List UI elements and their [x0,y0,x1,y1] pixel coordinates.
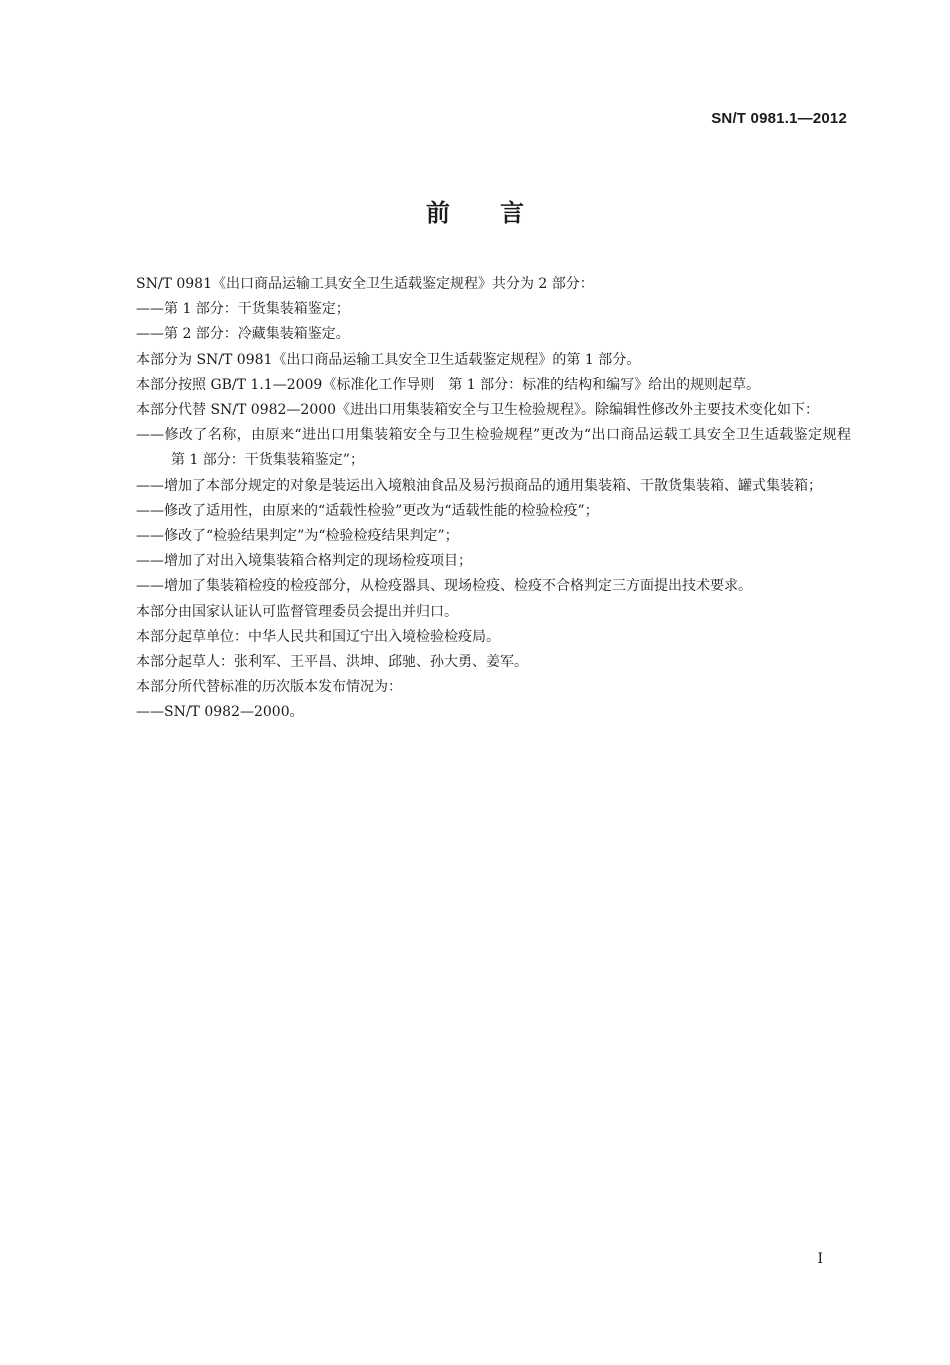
paragraph-scope: 本部分为 SN/T 0981《出口商品运输工具安全卫生适载鉴定规程》的第 1 部分。 [136,351,641,368]
list-item-change-name: ——修改了名称，由原来“进出口用集装箱安全与卫生检验规程”更改为“出口商品运载工具安全卫生适载鉴定规程 第 1 部分：干货集装箱鉴定”； [136,427,865,469]
list-item-change-quarantine-items: ——增加了对出入境集装箱合格判定的现场检疫项目； [136,553,472,570]
list-item-change-applicability: ——修改了适用性，由原来的“适载性检验”更改为“适载性能的检验检疫”； [136,502,599,519]
list-item-history-version: ——SN/T 0982—2000。 [136,704,304,721]
list-item-part2: ——第 2 部分：冷藏集装箱鉴定。 [136,326,350,343]
paragraph-intro: SN/T 0981《出口商品运输工具安全卫生适载鉴定规程》共分为 2 部分： [136,276,594,292]
list-item-change-object: ——增加了本部分规定的对象是装运出入境粮油食品及易污损商品的通用集装箱、干散货集装箱、罐式集装箱； [136,477,822,494]
paragraph-history: 本部分所代替标准的历次版本发布情况为： [136,679,402,696]
list-item-change-judgement: ——修改了“检验结果判定”为“检验检疫结果判定”； [136,528,459,545]
foreword-body [106,272,865,726]
page-title: 前言 [426,199,574,227]
paragraph-drafting-unit: 本部分起草单位：中华人民共和国辽宁出入境检验检疫局。 [136,628,500,645]
paragraph-drafters: 本部分起草人：张利军、王平昌、洪坤、邱驰、孙大勇、姜军。 [136,654,528,671]
list-item-part1: ——第 1 部分：干货集装箱鉴定； [136,301,350,318]
paragraph-proposer: 本部分由国家认证认可监督管理委员会提出并归口。 [136,603,458,620]
page-number: I [817,1251,823,1267]
paragraph-replaces: 本部分代替 SN/T 0982—2000《进出口用集装箱安全与卫生检验规程》。除编辑性修改外主要技术变化如下： [136,402,820,419]
paragraph-drafting-rule: 本部分按照 GB/T 1.1—2009《标准化工作导则 第 1 部分：标准的结构和编写》给出的规则起草。 [136,376,761,393]
list-item-change-quarantine-part: ——增加了集装箱检疫的检疫部分，从检疫器具、现场检疫、检疫不合格判定三方面提出技术要求。 [136,578,752,595]
standard-code: SN/T 0981.1—2012 [711,110,847,127]
